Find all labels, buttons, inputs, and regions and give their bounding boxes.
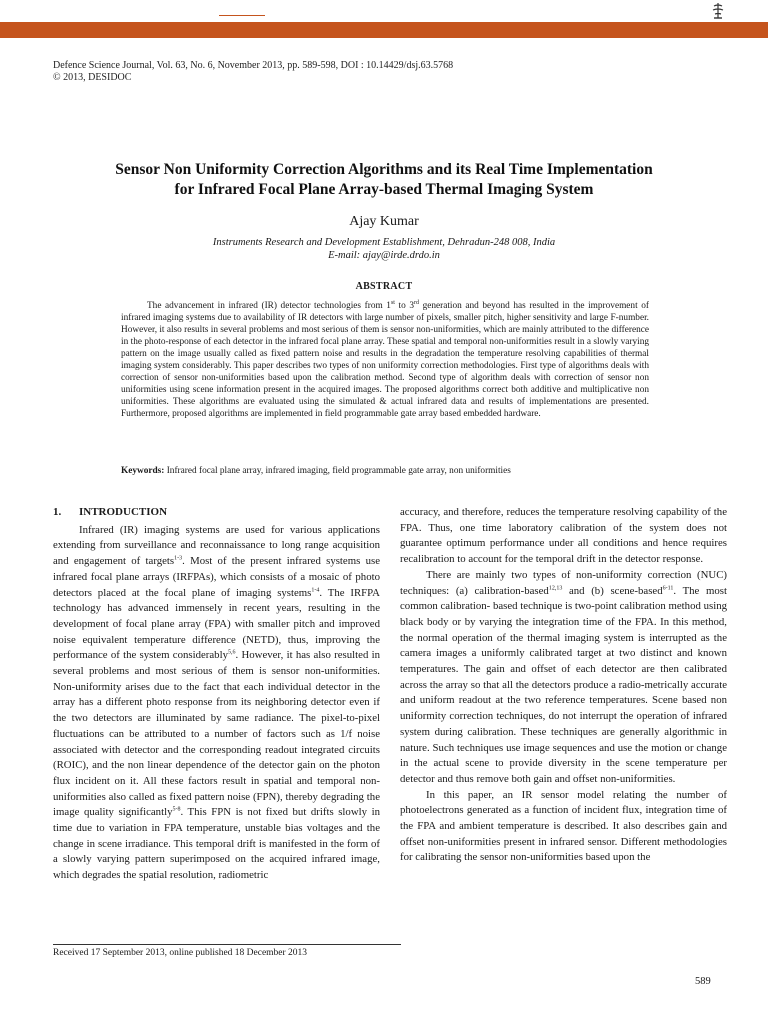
header-band: [0, 22, 768, 38]
author-name: Ajay Kumar: [349, 214, 419, 229]
title-line-1: Sensor Non Uniformity Correction Algorithms and its Real Time Implementation: [115, 161, 653, 178]
abstract-text-c: generation and beyond has resulted in the improvement of infrared imaging systems due to availability of IR detectors with large number of pixels, smaller pitch, higher sensitivity and large F-number. However, it also results in several problems and most serious of them is sensor non-uniformities, which are mainly attributed to the difference in the photo-response of each detector in the infrared focal plane array. These spatial and temporal non-uniformities result in a slowly varying pattern on the image usually called as fixed pattern noise and results in the degradation the temperature resolving capabilities of thermal imaging system considerably. This paper describes two types of non uniformity correction methodologies. First type of algorithms deals with correction of sensor non-uniformities based upon the calibration method. Second type of algorithm deals with correction of sensor non uniformities using scene information present in the acquired images. The proposed algorithms correct both additive and multiplicative non uniformities. These algorithms are evaluated using the simulated & actual infrared data and results of implementations are presented. Furthermore, proposed algorithms are implemented in field programmable gate array based embedded hardware.: [121, 301, 649, 419]
intro-text: . This FPN is not fixed but drifts slowly in time due to variation in FPA temperature, unstable bias voltages and the change in scene irradiance. This temporal drift is manifested in the form of a slowly varying pattern superimposed on the acquired infrared image, which degrades the spatial resolution, radiometric: [53, 806, 380, 882]
left-column: [53, 505, 380, 884]
journal-logo-icon: [709, 2, 727, 20]
abstract-text: [121, 300, 649, 420]
section-heading: [53, 505, 380, 521]
author-email: E-mail: ajay@irde.drdo.in: [328, 250, 440, 261]
affiliation-block: [0, 236, 768, 262]
section-number: 1.: [53, 506, 62, 518]
keywords-line: [121, 465, 649, 477]
citation-ref: 5,6: [227, 649, 236, 656]
top-bar: [0, 0, 768, 22]
page-number: 589: [695, 976, 711, 987]
intro-text: . Most of the present infrared systems use infrared focal plane arrays (IRFPAs), which consists of a mosaic of photo detectors placed at the focal plane of imaging systems: [53, 555, 380, 599]
abstract-sup-b: rd: [414, 299, 419, 306]
affiliation: Instruments Research and Development Establishment, Dehradun-248 008, India: [212, 237, 556, 248]
right-column: [400, 505, 727, 866]
intro-text: Infrared (IR) imaging systems are used for various applications extending from surveillance and reconnaissance to long range acquisition and engagement of targets: [53, 523, 380, 568]
received-footnote: Received 17 September 2013, online published 18 December 2013: [53, 948, 308, 958]
abstract-heading: ABSTRACT: [355, 281, 413, 292]
paper-title: [40, 160, 728, 200]
copyright-line: © 2013, DESIDOC: [53, 72, 132, 83]
citation-line: Defence Science Journal, Vol. 63, No. 6, November 2013, pp. 589-598, DOI : 10.14429/dsj.63.5768: [53, 60, 454, 71]
keywords-label: Keywords:: [121, 466, 165, 476]
intro-paragraph-3: In this paper, an IR sensor model relating the number of photoelectrons generated as a function of incident flux, integration time of the FPA and ambient temperature is described. It also describes gain and offset non-uniformities present in infrared sensor. Different methodologies for calibrating the sensor non-uniformities based upon the: [400, 788, 727, 864]
citation-block: [53, 60, 453, 84]
section-title: INTRODUCTION: [79, 506, 168, 518]
citation-ref: 5-8: [172, 806, 181, 813]
intro-text: and (b) scene-based: [562, 584, 663, 597]
footnote-divider: [53, 944, 401, 945]
intro-paragraph-2: [400, 568, 727, 788]
intro-text: There are mainly two types of non-uniformity correction (NUC) techniques: (a) calibration-based: [400, 568, 727, 597]
intro-text: . The most common calibration- based technique is two-point calibration method using black body or by varying the integration time of the FPA. In this method, the normal operation of the thermal imaging system is interrupted as the camera images a uniformly calibrated target at two distinct and known temperatures. The gain and offset of each detector are then calibrated across the array so that all the detectors produce a radio-metrically accurate and uniform readout at the two reference temperatures. Scene based non uniformity correction techniques, do not interrupt the operation of infrared system during calibration. These techniques are generally algorithmic in nature. Such techniques use image sequences and use the motion or change in the actual scene to provide diversity in the scene temperature per detector and thus remove both gain and offset non-uniformities.: [400, 584, 728, 785]
keywords-text: Infrared focal plane array, infrared imaging, field programmable gate array, non uniformities: [164, 466, 511, 476]
intro-text: . The IRFPA technology has advanced immensely in recent years, resulting in the development of focal plane array (FPA) with smaller pitch and improved noise equivalent temperature difference (NETD), thus, improving the performance of the system considerably: [53, 586, 380, 662]
citation-ref: 6-11: [662, 584, 674, 591]
abstract-text-b: to 3: [394, 301, 414, 311]
abstract-text-a: The advancement in infrared (IR) detector technologies from 1: [147, 301, 391, 311]
intro-paragraph-cont: accuracy, and therefore, reduces the temperature resolving capability of the FPA. Thus, one time laboratory calibration of the system does not guarantee optimum performance under all conditions and hence requires recalibration to account for the temporal drift in the detector response.: [400, 506, 727, 566]
citation-ref: 1-4: [311, 586, 320, 593]
citation-ref: 1-3: [174, 555, 183, 562]
citation-ref: 12,13: [548, 584, 563, 591]
intro-text: . However, it has also resulted in several problems and most serious of them is sensor non-uniformities. Non-uniformity arises due to the fact that each individual detector in the array has a different photo response from its neighboring detector even if the two detectors are illuminated by same radiance. The pixel-to-pixel fluctuations can be attributed to a number of factors such as 1/f noise associated with detector and the corresponding readout integrated circuits (ROIC), and the non linear dependence of the detector gain on the photon flux incident on it. All these factors result in spatial and temporal non-uniformities also called as fixed pattern noise (FPN), thereby degrading the image quality significantly: [53, 649, 381, 819]
title-line-2: for Infrared Focal Plane Array-based Thermal Imaging System: [174, 181, 594, 198]
intro-paragraph-1: [53, 523, 380, 884]
abstract-sup-a: st: [390, 299, 395, 306]
header-rule: [219, 15, 265, 16]
